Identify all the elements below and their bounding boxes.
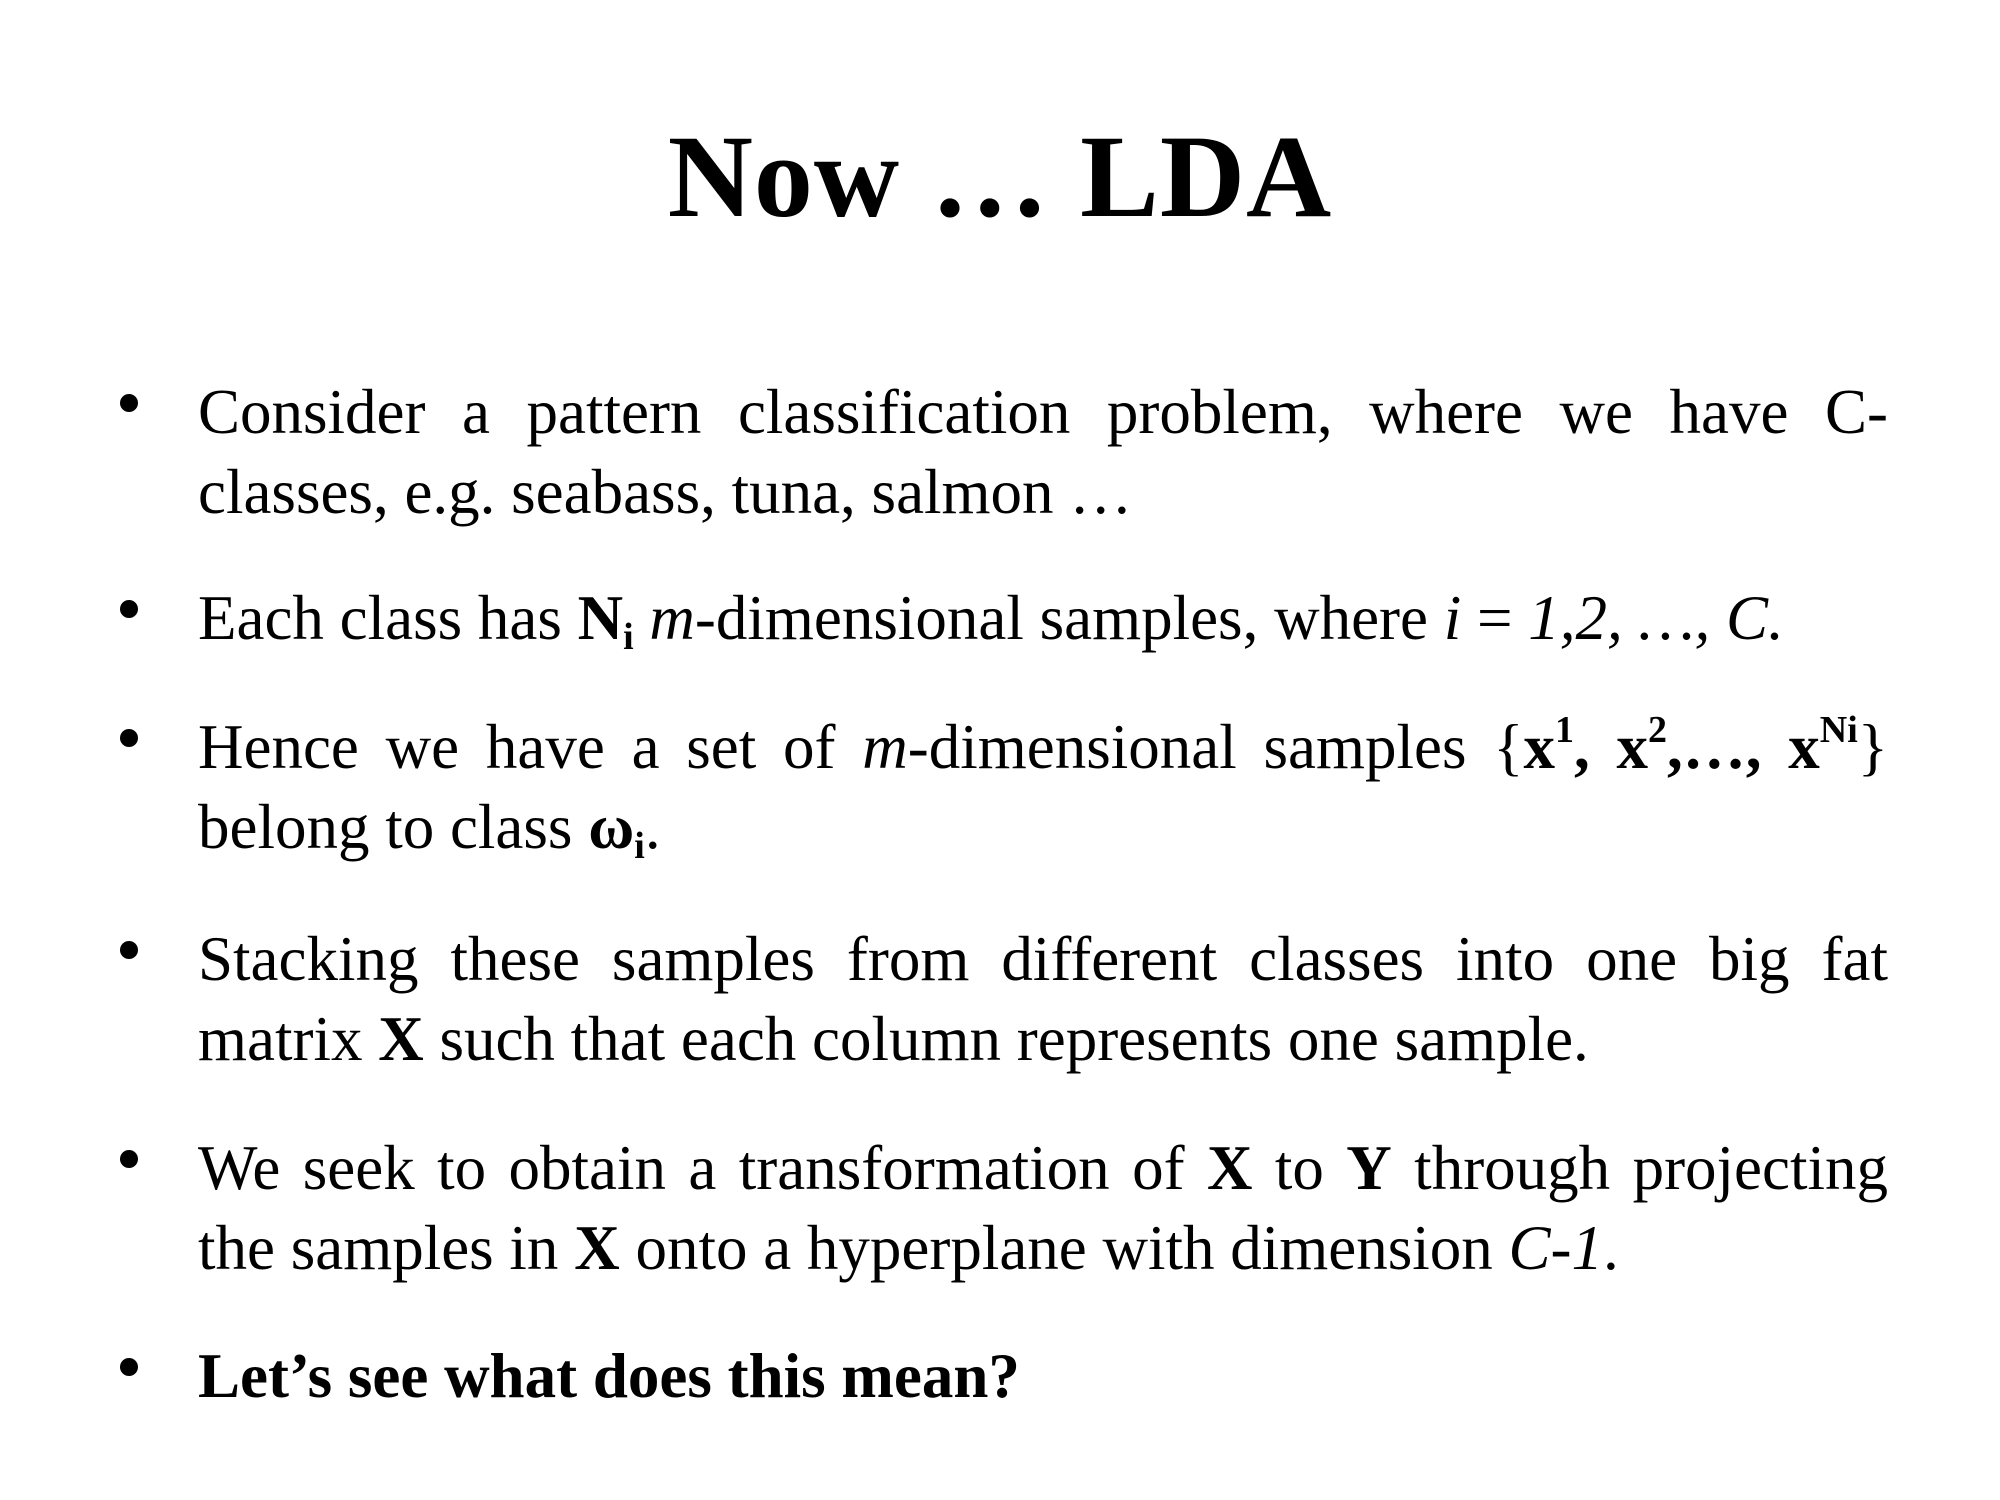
bullet-dot-icon <box>120 600 138 618</box>
dimension-value: C-1 <box>1508 1213 1604 1283</box>
symbol-xNi: x <box>1788 712 1820 782</box>
symbol-m: m <box>862 712 908 782</box>
bullet-dot-icon <box>120 1358 138 1376</box>
slide-title: Now … LDA <box>667 111 1333 242</box>
bullet-dot-icon <box>120 1150 138 1168</box>
symbol-X: X <box>1206 1133 1253 1203</box>
symbol-m: m <box>649 583 695 653</box>
symbol-N: N <box>577 583 624 653</box>
bullet-text-3: Hence we have a set of m-dimensional samples {$x^1$, $x^2,\dots$, $x^{Ni}$} belong to class $\omega_i$. <box>198 709 1888 867</box>
symbol-omega: ω <box>588 792 635 862</box>
bullet-text-5: We seek to obtain a transformation of X to Y through projecting the samples in X onto a hyperplane with dimension C-1. <box>198 1133 1888 1283</box>
symbol-X: X <box>574 1213 620 1283</box>
bullet-text-2: Each class has $N_i$ m-dimensional samples, where i = 1,2, …, C. <box>198 583 1784 658</box>
bullet-text-4: Stacking these samples from different classes into one big fat matrix X such that each column represents one sample. <box>198 924 1888 1074</box>
symbol-Y: Y <box>1346 1133 1392 1203</box>
symbol-X: X <box>378 1004 424 1074</box>
symbol-N-subscript: i <box>623 616 634 658</box>
symbol-i: i <box>1443 583 1462 653</box>
bullet-dot-icon <box>120 394 138 412</box>
symbol-x2: x <box>1616 712 1648 782</box>
bullet-dot-icon <box>120 729 138 747</box>
index-range: 1,2, …, C. <box>1528 583 1784 653</box>
bullet-text-1: Consider a pattern classification problem, where we have C-classes, e.g. seabass, tuna, salmon … <box>198 377 1888 527</box>
bullet-dot-icon <box>120 941 138 959</box>
symbol-x1: x <box>1523 712 1555 782</box>
bullet-text-6: Let’s see what does this mean? <box>198 1341 1020 1411</box>
